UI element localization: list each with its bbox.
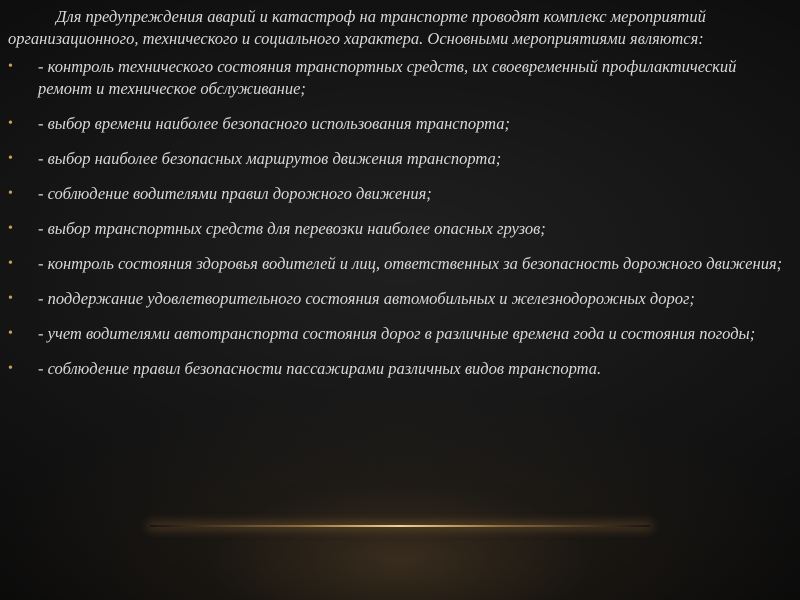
decorative-glow-line: [150, 525, 650, 527]
list-item: [8, 253, 790, 275]
list-item-text: - выбор времени наиболее безопасного использования транспорта;: [38, 114, 511, 133]
measures-list: [8, 56, 790, 380]
list-item: [8, 113, 790, 135]
bullet-icon: •: [8, 221, 13, 236]
list-item: [8, 218, 790, 240]
list-item-text: - учет водителями автотранспорта состояния дорог в различные времена года и состояния погоды;: [38, 324, 756, 343]
list-item-text: - поддержание удовлетворительного состояния автомобильных и железнодорожных дорог;: [38, 289, 695, 308]
list-item: [8, 183, 790, 205]
bullet-icon: •: [8, 151, 13, 166]
list-item: [8, 56, 790, 100]
bullet-icon: •: [8, 116, 13, 131]
bullet-icon: •: [8, 59, 13, 74]
bullet-icon: •: [8, 326, 13, 341]
list-item: [8, 148, 790, 170]
bullet-icon: •: [8, 291, 13, 306]
list-item-text: - соблюдение правил безопасности пассажирами различных видов транспорта.: [38, 359, 602, 378]
slide-content: [8, 6, 790, 393]
list-item-text: - соблюдение водителями правил дорожного движения;: [38, 184, 432, 203]
list-item: [8, 288, 790, 310]
list-item-text: - контроль состояния здоровья водителей и лиц, ответственных за безопасность дорожного движения;: [38, 254, 783, 273]
bullet-icon: •: [8, 361, 13, 376]
list-item: [8, 358, 790, 380]
bullet-icon: •: [8, 256, 13, 271]
bullet-icon: •: [8, 186, 13, 201]
list-item: [8, 323, 790, 345]
list-item-text: - контроль технического состояния транспортных средств, их своевременный профилактический ремонт и техническое обслуживание;: [38, 57, 737, 98]
list-item-text: - выбор наиболее безопасных маршрутов движения транспорта;: [38, 149, 502, 168]
list-item-text: - выбор транспортных средств для перевозки наиболее опасных грузов;: [38, 219, 546, 238]
intro-paragraph: Для предупреждения аварий и катастроф на транспорте проводят комплекс мероприятий организационного, технического и социального характера. Основными мероприятиями являются:: [8, 7, 706, 48]
